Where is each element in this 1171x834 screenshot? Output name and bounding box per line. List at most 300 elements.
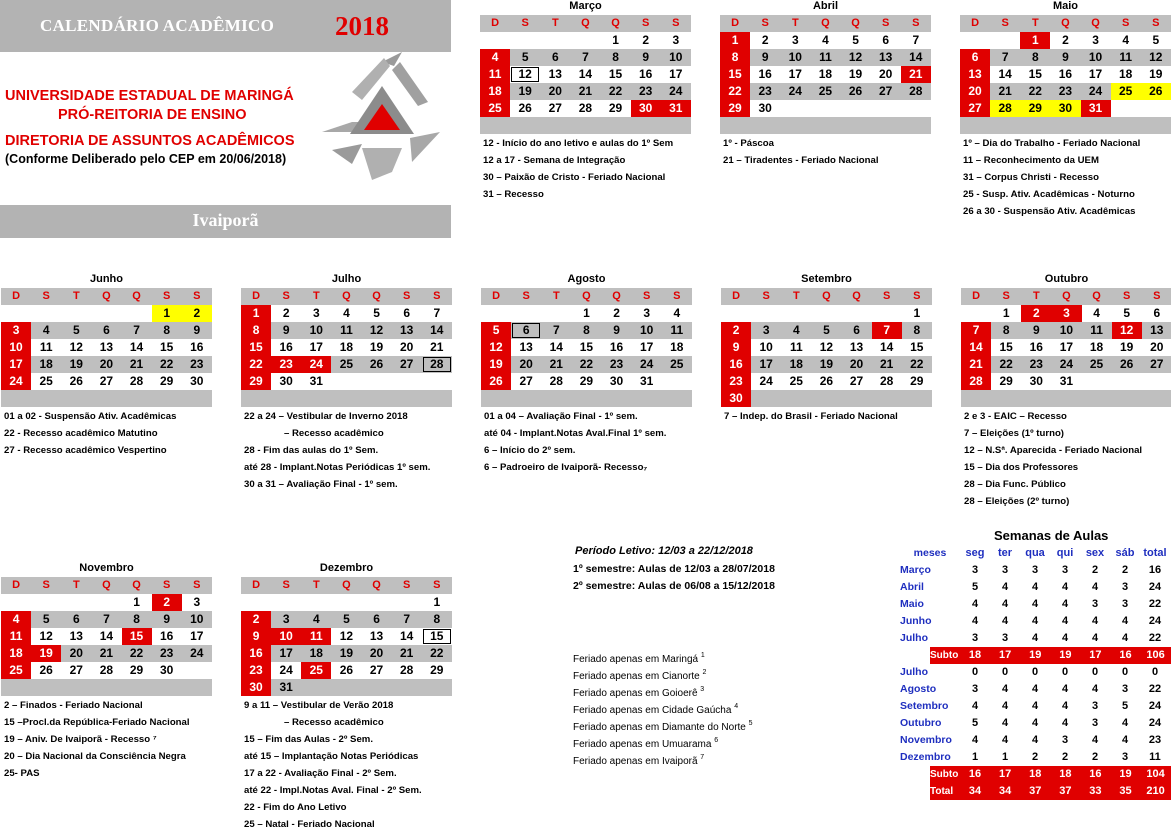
week-count: 3 [1001, 564, 1009, 576]
week-count: 37 [1059, 785, 1072, 797]
day-cell: 17 [669, 67, 683, 81]
week-count: 4 [971, 598, 979, 610]
day-cell: 14 [129, 340, 144, 354]
day-cell: 5 [1123, 306, 1131, 320]
week-row [961, 390, 1171, 407]
month-notes [483, 135, 673, 203]
weekday-label: Q [342, 579, 351, 591]
empty-cell [362, 373, 392, 390]
day-cell: 13 [849, 340, 864, 354]
weekday-label: D [732, 290, 741, 302]
empty-cell [1111, 100, 1141, 117]
day-cell: 1 [1020, 32, 1050, 49]
weekday-header [481, 288, 692, 305]
empty-cell [31, 594, 61, 611]
week-row [480, 32, 691, 49]
month-name: Julho [331, 273, 362, 285]
weekday-label: S [163, 290, 171, 302]
week-count: 4 [1061, 683, 1069, 695]
weekday-label: Q [132, 290, 141, 302]
empty-cell [1112, 373, 1142, 390]
week-count: 2 [1091, 564, 1099, 576]
month-label: meses [913, 547, 947, 559]
empty-cell [301, 594, 331, 611]
week-row [961, 339, 1171, 356]
week-count: 24 [1148, 615, 1162, 627]
day-cell: 8 [1031, 50, 1039, 64]
week-count: 19 [1029, 649, 1042, 661]
day-cell: 6 [960, 49, 990, 66]
week-count: 4 [1121, 717, 1129, 729]
empty-cell [480, 32, 510, 49]
weekday-label: D [252, 579, 261, 591]
day-cell: 13 [548, 67, 562, 81]
feriado-text: Feriado apenas em Umuarama [573, 739, 715, 750]
note-line: 22 - Recesso acadêmico Matutino [4, 428, 158, 439]
empty-cell [1082, 373, 1112, 390]
day-cell: 24 [640, 357, 654, 371]
week-count: 210 [1146, 785, 1165, 797]
note-line: 12 - Início do ano letivo e aulas do 1º Sem [483, 138, 674, 149]
month-label: Subto [930, 650, 959, 661]
note-line: – Recesso acadêmico [284, 428, 384, 439]
week-count: 2 [1091, 751, 1099, 763]
empty-cell [1, 594, 31, 611]
semanas-row [900, 698, 1171, 715]
weekday-label: Q [612, 290, 621, 302]
day-cell: 28 [961, 373, 991, 390]
empty-cell [61, 305, 91, 322]
weekday-label: S [1002, 290, 1010, 302]
week-row [721, 356, 932, 373]
pro-reitoria: PRÓ-REITORIA DE ENSINO [58, 107, 247, 123]
day-cell: 1 [433, 595, 441, 609]
empty-cell [182, 679, 212, 696]
empty-cell [662, 390, 692, 407]
day-cell: 1 [913, 306, 921, 320]
week-count: 3 [1121, 751, 1129, 763]
weekday-label: T [1031, 17, 1039, 29]
empty-cell [511, 305, 541, 322]
empty-cell [1020, 117, 1050, 134]
week-count: 104 [1146, 768, 1165, 780]
feriado-index: 4 [734, 703, 739, 710]
week-row [1, 305, 212, 322]
empty-cell [31, 390, 61, 407]
day-cell: 17 [309, 340, 323, 354]
day-cell: 9 [721, 339, 751, 356]
day-cell: 10 [271, 628, 301, 645]
month-name: Junho [90, 273, 123, 285]
day-cell: 6 [511, 322, 541, 339]
day-cell: 24 [1088, 84, 1103, 98]
month-name: Outubro [1044, 273, 1089, 285]
note-line: 30 a 31 – Avaliação Final - 1º sem. [244, 479, 398, 490]
empty-cell [961, 390, 991, 407]
day-cell: 30 [190, 374, 204, 388]
day-cell: 24 [1059, 357, 1074, 371]
empty-cell [271, 594, 301, 611]
empty-cell [841, 100, 871, 117]
university-name: UNIVERSIDADE ESTADUAL DE MARINGÁ [5, 88, 294, 104]
month-label: Total [930, 786, 954, 797]
feriado-text: Feriado apenas em Maringá [573, 654, 701, 665]
weekday-label: Q [372, 579, 381, 591]
note-line: 31 – Corpus Christi - Recesso [963, 172, 1099, 183]
weekday-label: T [312, 579, 320, 591]
day-cell: 13 [400, 323, 414, 337]
day-cell: 19 [1120, 340, 1134, 354]
empty-cell [481, 305, 511, 322]
day-cell: 6 [403, 306, 411, 320]
week-row [241, 390, 452, 407]
empty-cell [810, 117, 840, 134]
weekday-label: Q [342, 290, 351, 302]
day-cell: 17 [640, 340, 654, 354]
month-notes [4, 408, 176, 459]
day-cell: 29 [720, 100, 750, 117]
weekday-label: S [403, 290, 411, 302]
day-cell: 22 [910, 357, 924, 371]
week-row [481, 390, 692, 407]
weekday-label: S [643, 290, 651, 302]
day-cell: 9 [613, 323, 620, 337]
week-count: 19 [1119, 768, 1132, 780]
calendar-title: CALENDÁRIO ACADÊMICO [40, 16, 275, 35]
day-cell: 26 [518, 101, 532, 115]
empty-cell [810, 100, 840, 117]
day-cell: 19 [31, 645, 61, 662]
week-count: 33 [1089, 785, 1102, 797]
day-cell: 30 [609, 374, 624, 388]
day-cell: 1 [1002, 306, 1010, 320]
day-cell: 21 [99, 646, 114, 660]
week-row [720, 66, 931, 83]
day-cell: 20 [548, 84, 562, 98]
day-cell: 20 [400, 340, 414, 354]
week-row [960, 100, 1171, 117]
day-cell: 12 [1112, 322, 1142, 339]
week-count: 4 [1091, 632, 1099, 644]
week-count: 106 [1146, 649, 1165, 661]
day-cell: 27 [879, 84, 893, 98]
day-cell: 10 [669, 50, 683, 64]
empty-cell [61, 390, 91, 407]
week-count: 2 [1061, 751, 1069, 763]
week-count: 5 [971, 717, 979, 729]
weekday-label: S [912, 17, 920, 29]
empty-cell [842, 390, 872, 407]
weekday-label: T [312, 290, 320, 302]
semanas-row [930, 783, 1171, 800]
week-count: 18 [1029, 768, 1042, 780]
empty-cell [601, 117, 631, 134]
day-cell: 25 [789, 374, 803, 388]
week-count: 37 [1029, 785, 1042, 797]
day-cell: 12 [369, 323, 384, 337]
note-line: 15 – Dia dos Professores [964, 462, 1079, 473]
note-line: 22 a 24 – Vestibular de Inverno 2018 [244, 411, 408, 422]
week-count: 0 [1091, 666, 1099, 678]
empty-cell [901, 117, 931, 134]
week-count: 4 [971, 700, 979, 712]
day-cell: 2 [1062, 33, 1069, 47]
weekday-label: S [673, 290, 681, 302]
month-grid [481, 288, 692, 407]
day-cell: 6 [103, 323, 110, 337]
day-cell: 28 [129, 374, 144, 388]
day-cell: 18 [1089, 340, 1104, 354]
day-cell: 10 [1088, 50, 1103, 64]
note-line: 19 – Aniv. De Ivaiporã - Recesso ⁷ [4, 734, 157, 745]
day-cell: 5 [521, 50, 529, 64]
empty-cell [571, 390, 601, 407]
empty-cell [331, 373, 361, 390]
month-notes [724, 408, 898, 425]
day-cell: 26 [1120, 357, 1134, 371]
week-row [480, 66, 691, 83]
day-cell: 11 [670, 323, 684, 337]
day-cell: 15 [720, 66, 750, 83]
weekday-label: T [551, 17, 559, 29]
day-cell: 7 [552, 323, 560, 337]
day-cell: 10 [640, 323, 654, 337]
day-cell: 5 [1152, 33, 1160, 47]
weekday-header [1, 577, 212, 594]
week-count: 4 [1031, 683, 1039, 695]
empty-cell [362, 679, 392, 696]
feriado-line [573, 749, 753, 766]
day-cell: 26 [369, 357, 384, 371]
month-notes [4, 697, 190, 782]
day-cell: 27 [548, 101, 562, 115]
empty-cell [1141, 100, 1171, 117]
weekday-label: D [12, 290, 21, 302]
week-count: 4 [1001, 683, 1009, 695]
day-cell: 3 [193, 595, 201, 609]
note-line: – Recesso acadêmico [284, 717, 384, 728]
note-line: 25 - Susp. Ativ. Acadêmicas - Noturno [963, 189, 1135, 200]
week-row [961, 356, 1171, 373]
week-row [720, 49, 931, 66]
day-cell: 25 [39, 374, 53, 388]
day-cell: 29 [129, 663, 144, 677]
week-count: 34 [968, 785, 982, 797]
week-count: 3 [1091, 700, 1099, 712]
day-cell: 26 [481, 373, 511, 390]
day-cell: 9 [241, 628, 271, 645]
day-cell: 23 [609, 357, 624, 371]
week-row [720, 100, 931, 117]
day-cell: 8 [583, 323, 590, 337]
month-label: Maio [900, 598, 924, 610]
day-cell: 29 [999, 374, 1013, 388]
day-cell: 30 [758, 101, 772, 115]
feriado-line [573, 715, 753, 732]
weekday-header [480, 15, 691, 32]
periodo-letivo: Período Letivo: 12/03 a 22/12/2018 [575, 545, 753, 557]
day-cell: 15 [160, 340, 174, 354]
week-row [241, 339, 452, 356]
day-cell: 10 [759, 340, 773, 354]
day-cell: 23 [1058, 84, 1073, 98]
note-line: 12 a 17 - Semana de Integração [483, 155, 626, 166]
week-count: 4 [1001, 598, 1009, 610]
week-row [960, 66, 1171, 83]
weekday-label: D [252, 290, 261, 302]
empty-cell [182, 390, 212, 407]
day-cell: 9 [642, 50, 650, 64]
week-count: 3 [971, 564, 979, 576]
week-row [480, 83, 691, 100]
note-line: 2 e 3 - EAIC – Recesso [964, 411, 1067, 422]
day-cell: 1 [720, 32, 750, 49]
day-cell: 23 [241, 662, 271, 679]
day-cell: 4 [480, 49, 510, 66]
empty-cell [841, 117, 871, 134]
week-count: 4 [1031, 581, 1039, 593]
day-cell: 12 [39, 629, 53, 643]
day-cell: 20 [879, 67, 893, 81]
weekday-label: Q [611, 17, 620, 29]
empty-cell [301, 679, 331, 696]
day-cell: 9 [761, 50, 769, 64]
weekday-label: S [1122, 17, 1130, 29]
week-row [721, 305, 932, 322]
day-cell: 20 [519, 357, 533, 371]
day-cell: 21 [901, 66, 931, 83]
day-cell: 29 [160, 374, 174, 388]
day-cell: 21 [961, 356, 991, 373]
month-grid [960, 15, 1171, 134]
day-cell: 15 [608, 67, 623, 81]
month-notes [484, 408, 666, 476]
weekday-label: S [282, 290, 290, 302]
week-row [481, 305, 692, 322]
empty-cell [392, 373, 422, 390]
day-cell: 1 [583, 306, 590, 320]
week-count: 4 [1061, 615, 1069, 627]
empty-cell [960, 32, 990, 49]
empty-cell [31, 679, 61, 696]
empty-cell [961, 305, 991, 322]
week-count: 1 [971, 751, 979, 763]
weekday-label: S [883, 290, 891, 302]
day-cell: 11 [789, 340, 803, 354]
weekday-header [720, 15, 931, 32]
empty-cell [1, 390, 31, 407]
weekday-label: D [492, 290, 501, 302]
empty-cell [811, 305, 841, 322]
week-count: 3 [1061, 564, 1069, 576]
week-count: 4 [1001, 700, 1009, 712]
week-row [241, 322, 452, 339]
day-cell: 2 [1021, 305, 1051, 322]
week-row [1, 373, 212, 390]
day-cell: 7 [433, 306, 441, 320]
week-count: qua [1025, 547, 1045, 559]
day-cell: 31 [661, 100, 691, 117]
weekday-label: T [791, 17, 799, 29]
day-cell: 23 [271, 356, 301, 373]
weekday-label: Q [1062, 290, 1071, 302]
day-cell: 17 [1, 356, 31, 373]
weekday-label: T [72, 579, 80, 591]
day-cell: 10 [309, 323, 323, 337]
weekday-label: D [731, 17, 740, 29]
day-cell: 8 [241, 322, 271, 339]
week-row [241, 373, 452, 390]
empty-cell [1, 679, 31, 696]
weekday-label: S [1153, 290, 1161, 302]
empty-cell [540, 117, 570, 134]
empty-cell [990, 117, 1020, 134]
week-count: 4 [1091, 734, 1099, 746]
empty-cell [91, 594, 121, 611]
day-cell: 23 [758, 84, 772, 98]
empty-cell [392, 594, 422, 611]
day-cell: 1 [152, 305, 182, 322]
day-cell: 26 [339, 663, 354, 677]
weekday-label: D [972, 290, 981, 302]
week-row [241, 628, 452, 645]
empty-cell [661, 117, 691, 134]
day-cell: 21 [129, 357, 144, 371]
day-cell: 6 [853, 323, 860, 337]
week-count: 4 [1091, 683, 1099, 695]
empty-cell [1141, 117, 1171, 134]
day-cell: 4 [822, 33, 829, 47]
day-cell: 20 [99, 357, 114, 371]
day-cell: 3 [672, 33, 680, 47]
day-cell: 25 [1, 662, 31, 679]
day-cell: 24 [301, 356, 331, 373]
weekday-label: Q [581, 17, 590, 29]
day-cell: 19 [518, 84, 532, 98]
month-label: Junho [900, 615, 932, 627]
week-row [960, 83, 1171, 100]
week-count: 18 [1059, 768, 1072, 780]
month-label: Março [900, 564, 931, 576]
note-line: até 28 - Implant.Notas Periódicas 1º sem. [244, 462, 431, 473]
day-cell: 10 [788, 50, 802, 64]
empty-cell [811, 390, 841, 407]
week-count: 4 [1031, 700, 1039, 712]
day-cell: 3 [1, 322, 31, 339]
diretoria: DIRETORIA DE ASSUNTOS ACADÊMICOS [5, 133, 295, 149]
day-cell: 19 [369, 340, 384, 354]
week-count: seg [965, 547, 985, 559]
day-cell: 22 [999, 357, 1013, 371]
weekday-label: S [282, 579, 290, 591]
day-cell: 6 [1153, 306, 1161, 320]
day-cell: 14 [430, 323, 444, 337]
day-cell: 28 [990, 100, 1020, 117]
week-row [961, 373, 1171, 390]
empty-cell [1111, 117, 1141, 134]
day-cell: 15 [579, 340, 594, 354]
day-cell: 19 [481, 356, 511, 373]
day-cell: 5 [373, 306, 380, 320]
day-cell: 28 [909, 84, 923, 98]
day-cell: 30 [721, 390, 751, 407]
day-cell: 16 [190, 340, 204, 354]
week-count: 2 [1121, 564, 1129, 576]
empty-cell [1050, 117, 1080, 134]
week-row [720, 32, 931, 49]
empty-cell [122, 679, 152, 696]
empty-cell [331, 390, 361, 407]
